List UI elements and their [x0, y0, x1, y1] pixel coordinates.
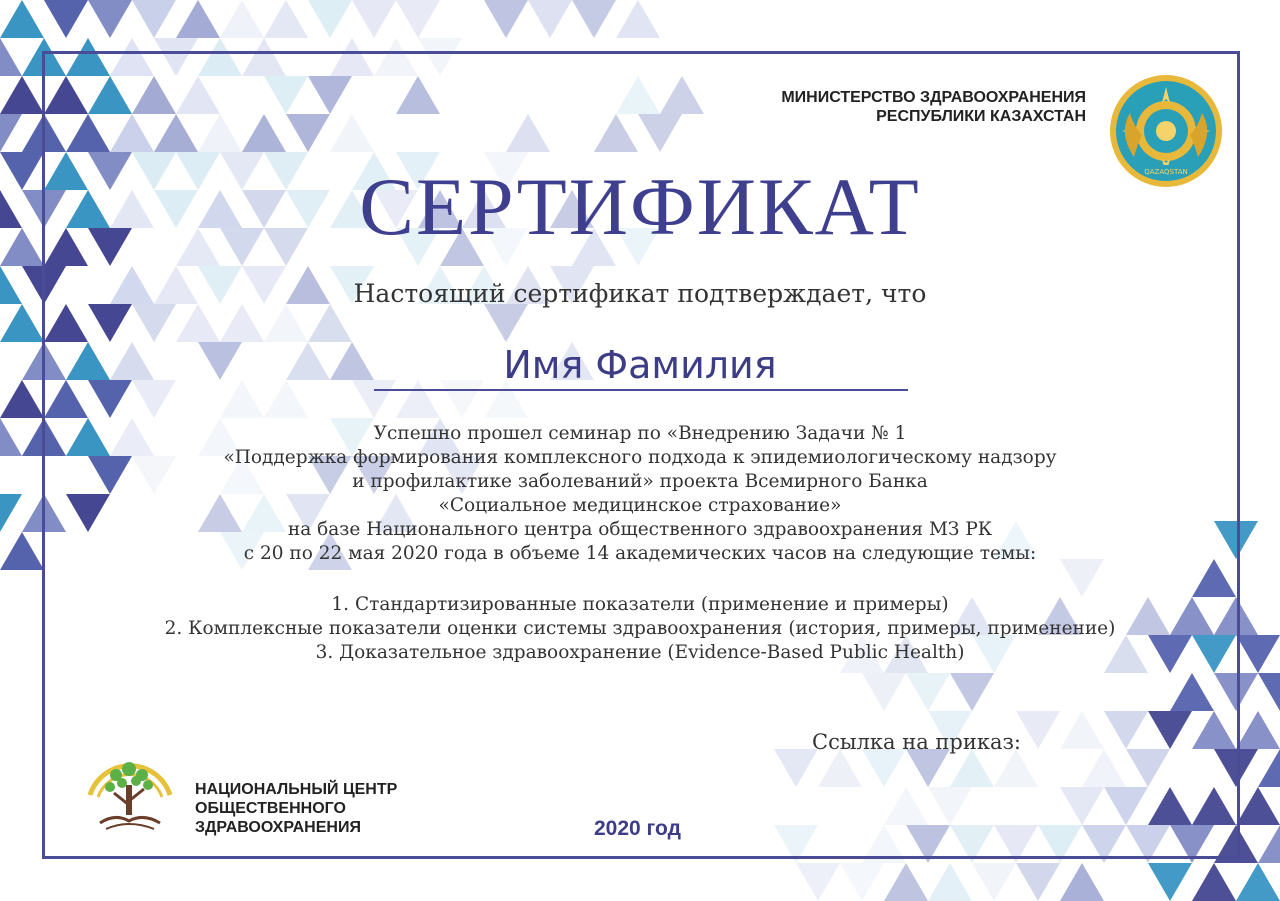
pattern-triangle — [154, 114, 198, 152]
pattern-triangle — [88, 0, 132, 38]
pattern-triangle — [0, 0, 44, 38]
pattern-triangle — [528, 0, 572, 38]
pattern-triangle — [110, 38, 154, 76]
pattern-triangle — [1214, 749, 1258, 787]
pattern-triangle — [1038, 825, 1082, 863]
pattern-triangle — [1170, 673, 1214, 711]
pattern-triangle — [0, 304, 44, 342]
pattern-triangle — [1236, 863, 1280, 901]
pattern-triangle — [286, 114, 330, 152]
pattern-triangle — [308, 76, 352, 114]
pattern-triangle — [950, 749, 994, 787]
pattern-triangle — [110, 114, 154, 152]
pattern-triangle — [928, 863, 972, 901]
pattern-triangle — [884, 787, 928, 825]
pattern-triangle — [1236, 711, 1280, 749]
pattern-triangle — [906, 673, 950, 711]
pattern-triangle — [242, 38, 286, 76]
center-name-line-2: ОБЩЕСТВЕННОГО — [195, 800, 346, 817]
pattern-triangle — [44, 304, 88, 342]
pattern-triangle — [22, 114, 66, 152]
pattern-triangle — [0, 114, 22, 152]
pattern-triangle — [330, 38, 374, 76]
body-line: на базе Национального центра общественного здравоохранения МЗ РК — [287, 519, 993, 540]
pattern-triangle — [308, 304, 352, 342]
pattern-triangle — [1016, 711, 1060, 749]
pattern-triangle — [176, 0, 220, 38]
pattern-triangle — [1258, 749, 1280, 787]
pattern-triangle — [1214, 825, 1258, 863]
recipient-name[interactable]: Имя Фамилия — [503, 343, 777, 387]
body-line: Успешно прошел семинар по «Внедрению Задачи № 1 — [373, 423, 907, 444]
pattern-triangle — [66, 114, 110, 152]
pattern-triangle — [396, 76, 440, 114]
pattern-triangle — [0, 38, 22, 76]
pattern-triangle — [906, 749, 950, 787]
national-center-name — [195, 780, 397, 837]
ministry-line-1: МИНИСТЕРСТВО ЗДРАВООХРАНЕНИЯ — [781, 89, 1086, 106]
body-line: с 20 по 22 мая 2020 года в объеме 14 академических часов на следующие темы: — [243, 543, 1037, 564]
pattern-triangle — [198, 38, 242, 76]
pattern-triangle — [418, 38, 462, 76]
pattern-triangle — [796, 863, 840, 901]
pattern-triangle — [972, 863, 1016, 901]
pattern-triangle — [374, 38, 418, 76]
pattern-triangle — [44, 0, 88, 38]
pattern-triangle — [1148, 787, 1192, 825]
pattern-triangle — [1104, 711, 1148, 749]
pattern-triangle — [1104, 787, 1148, 825]
pattern-triangle — [594, 114, 638, 152]
pattern-triangle — [1082, 825, 1126, 863]
pattern-triangle — [1258, 673, 1280, 711]
emblem-label: QAZAQSTAN — [1144, 168, 1188, 176]
pattern-triangle — [660, 76, 704, 114]
pattern-triangle — [862, 825, 906, 863]
pattern-triangle — [1148, 711, 1192, 749]
body-line: «Поддержка формирования комплексного подхода к эпидемиологическому надзору — [223, 447, 1057, 468]
pattern-triangle — [176, 304, 220, 342]
pattern-triangle — [1126, 825, 1170, 863]
pattern-triangle — [862, 673, 906, 711]
pattern-triangle — [994, 825, 1038, 863]
topic-item: 3. Доказательное здравоохранение (Evidence-Based Public Health) — [315, 642, 965, 663]
pattern-triangle — [220, 304, 264, 342]
pattern-triangle — [1214, 673, 1258, 711]
tree-logo-icon — [70, 735, 190, 840]
body-line: «Социальное медицинское страхование» — [438, 495, 842, 516]
pattern-triangle — [506, 114, 550, 152]
pattern-triangle — [484, 304, 528, 342]
certificate-body — [0, 422, 1280, 566]
pattern-triangle — [198, 114, 242, 152]
center-name-line-3: ЗДРАВООХРАНЕНИЯ — [195, 819, 361, 836]
pattern-triangle — [1258, 825, 1280, 863]
pattern-triangle — [774, 825, 818, 863]
pattern-triangle — [176, 76, 220, 114]
pattern-triangle — [774, 749, 818, 787]
pattern-triangle — [44, 76, 88, 114]
topic-item: 1. Стандартизированные показатели (применение и примеры) — [331, 594, 949, 615]
pattern-triangle — [1060, 863, 1104, 901]
body-line: и профилактике заболеваний» проекта Всемирного Банка — [352, 471, 928, 492]
certificate-title: СЕРТИФИКАТ — [359, 161, 921, 252]
pattern-triangle — [66, 38, 110, 76]
pattern-triangle — [242, 114, 286, 152]
pattern-triangle — [88, 76, 132, 114]
certificate-year: 2020 год — [594, 817, 681, 840]
pattern-triangle — [264, 76, 308, 114]
pattern-triangle — [308, 0, 352, 38]
pattern-triangle — [1236, 787, 1280, 825]
ministry-line-2: РЕСПУБЛИКИ КАЗАХСТАН — [876, 108, 1086, 125]
pattern-triangle — [396, 0, 440, 38]
pattern-triangle — [484, 0, 528, 38]
pattern-triangle — [1192, 711, 1236, 749]
pattern-triangle — [1016, 863, 1060, 901]
pattern-triangle — [950, 825, 994, 863]
pattern-triangle — [928, 787, 972, 825]
pattern-triangle — [264, 0, 308, 38]
pattern-triangle — [906, 825, 950, 863]
topics-list — [0, 593, 1280, 665]
pattern-triangle — [352, 0, 396, 38]
pattern-triangle — [950, 673, 994, 711]
pattern-triangle — [1126, 749, 1170, 787]
order-link-label[interactable]: Ссылка на приказ: — [812, 730, 1022, 754]
topic-item: 2. Комплексные показатели оценки системы здравоохранения (история, примеры, применение) — [164, 618, 1116, 639]
name-underline — [374, 389, 908, 391]
pattern-triangle — [132, 304, 176, 342]
pattern-triangle — [1060, 711, 1104, 749]
pattern-triangle — [22, 38, 66, 76]
pattern-triangle — [220, 0, 264, 38]
pattern-triangle — [1060, 787, 1104, 825]
pattern-triangle — [616, 0, 660, 38]
pattern-triangle — [994, 749, 1038, 787]
pattern-triangle — [1192, 863, 1236, 901]
pattern-triangle — [0, 76, 44, 114]
pattern-triangle — [1192, 787, 1236, 825]
pattern-triangle — [840, 863, 884, 901]
pattern-triangle — [154, 38, 198, 76]
pattern-triangle — [884, 863, 928, 901]
confirm-text: Настоящий сертификат подтверждает, что — [353, 279, 927, 308]
pattern-triangle — [638, 114, 682, 152]
ministry-name — [781, 88, 1086, 126]
center-name-line-1: НАЦИОНАЛЬНЫЙ ЦЕНТР — [195, 781, 398, 798]
pattern-triangle — [1082, 749, 1126, 787]
pattern-triangle — [1170, 825, 1214, 863]
pattern-triangle — [818, 749, 862, 787]
pattern-triangle — [88, 304, 132, 342]
pattern-triangle — [862, 749, 906, 787]
pattern-triangle — [616, 76, 660, 114]
pattern-triangle — [572, 0, 616, 38]
pattern-triangle — [132, 0, 176, 38]
pattern-triangle — [264, 304, 308, 342]
pattern-triangle — [1148, 863, 1192, 901]
pattern-triangle — [330, 114, 374, 152]
pattern-triangle — [132, 76, 176, 114]
